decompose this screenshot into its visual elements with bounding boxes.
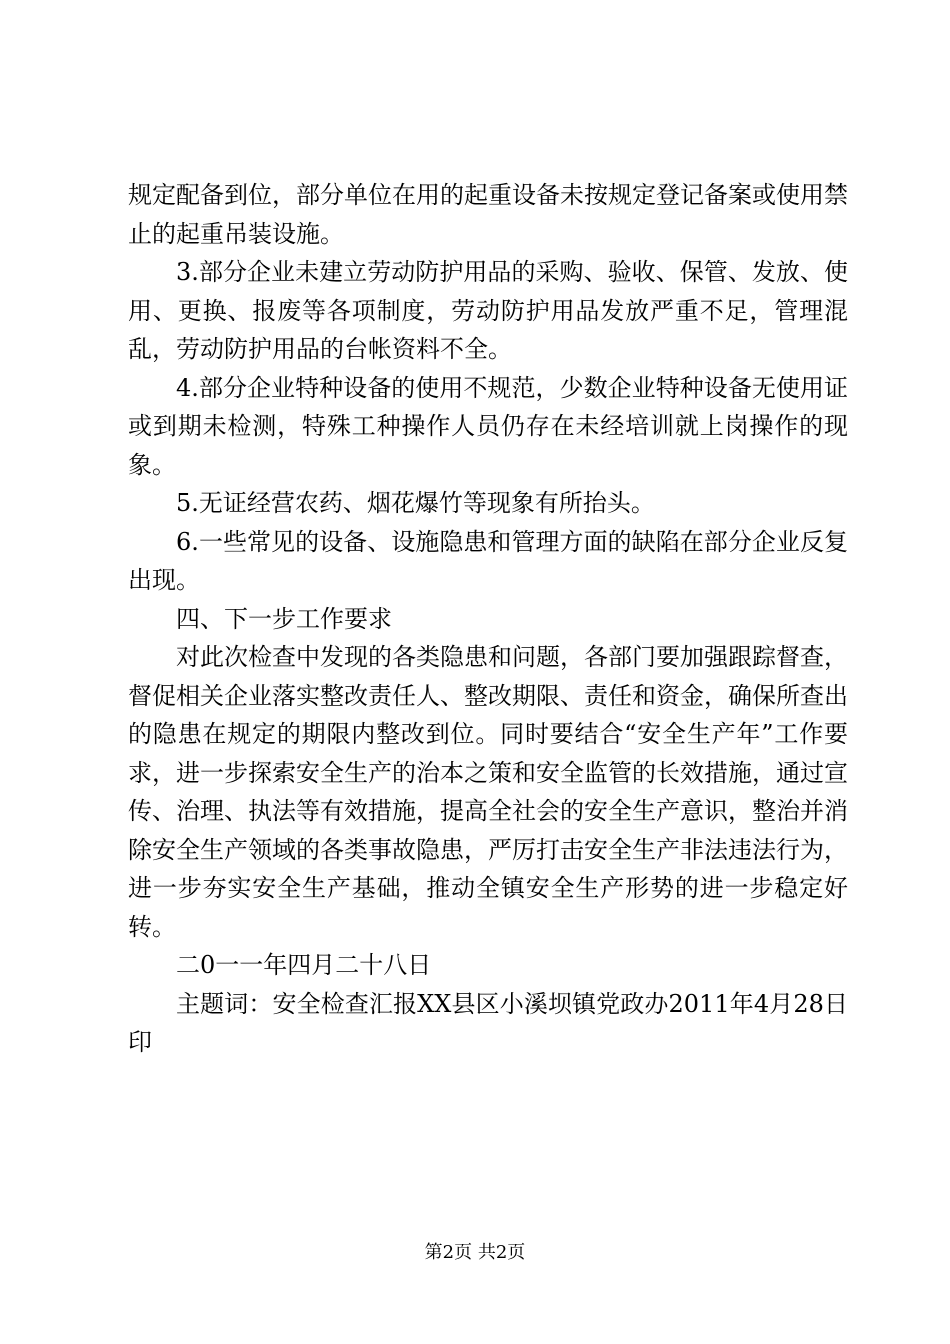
paragraph-item-3: 3.部分企业未建立劳动防护用品的采购、验收、保管、发放、使用、更换、报废等各项制度，劳动防护用品发放严重不足，管理混乱，劳动防护用品的台帐资料不全。	[128, 258, 848, 363]
paragraph-continuation: 规定配备到位，部分单位在用的起重设备未按规定登记备案或使用禁止的起重吊装设施。	[128, 181, 848, 248]
paragraph-item-6: 6.一些常见的设备、设施隐患和管理方面的缺陷在部分企业反复出现。	[128, 527, 848, 594]
document-body	[128, 176, 848, 1062]
paragraph-item-5: 5.无证经营农药、烟花爆竹等现象有所抬头。	[176, 489, 655, 517]
section-heading: 四、下一步工作要求	[176, 604, 392, 633]
page-number: 第2页 共2页	[424, 1242, 526, 1263]
paragraph-requirements: 对此次检查中发现的各类隐患和问题，各部门要加强跟踪督查，督促相关企业落实整改责任人、整改期限、责任和资金，确保所查出的隐患在规定的期限内整改到位。同时要结合“安全生产年”工作要求，进一步探索安全生产的治本之策和安全监管的长效措施，通过宣传、治理、执法等有效措施，提高全社会的安全生产意识，整治并消除安全生产领域的各类事故隐患，严厉打击安全生产非法违法行为，进一步夯实安全生产基础，推动全镇安全生产形势的进一步稳定好转。	[128, 643, 848, 941]
paragraph-item-4: 4.部分企业特种设备的使用不规范，少数企业特种设备无使用证或到期未检测，特殊工种操作人员仍存在未经培训就上岗操作的现象。	[128, 373, 848, 479]
document-date: 二0一一年四月二十八日	[176, 951, 432, 979]
subject-keywords: 主题词：安全检查汇报XX县区小溪坝镇党政办2011年4月28日印	[128, 989, 848, 1056]
